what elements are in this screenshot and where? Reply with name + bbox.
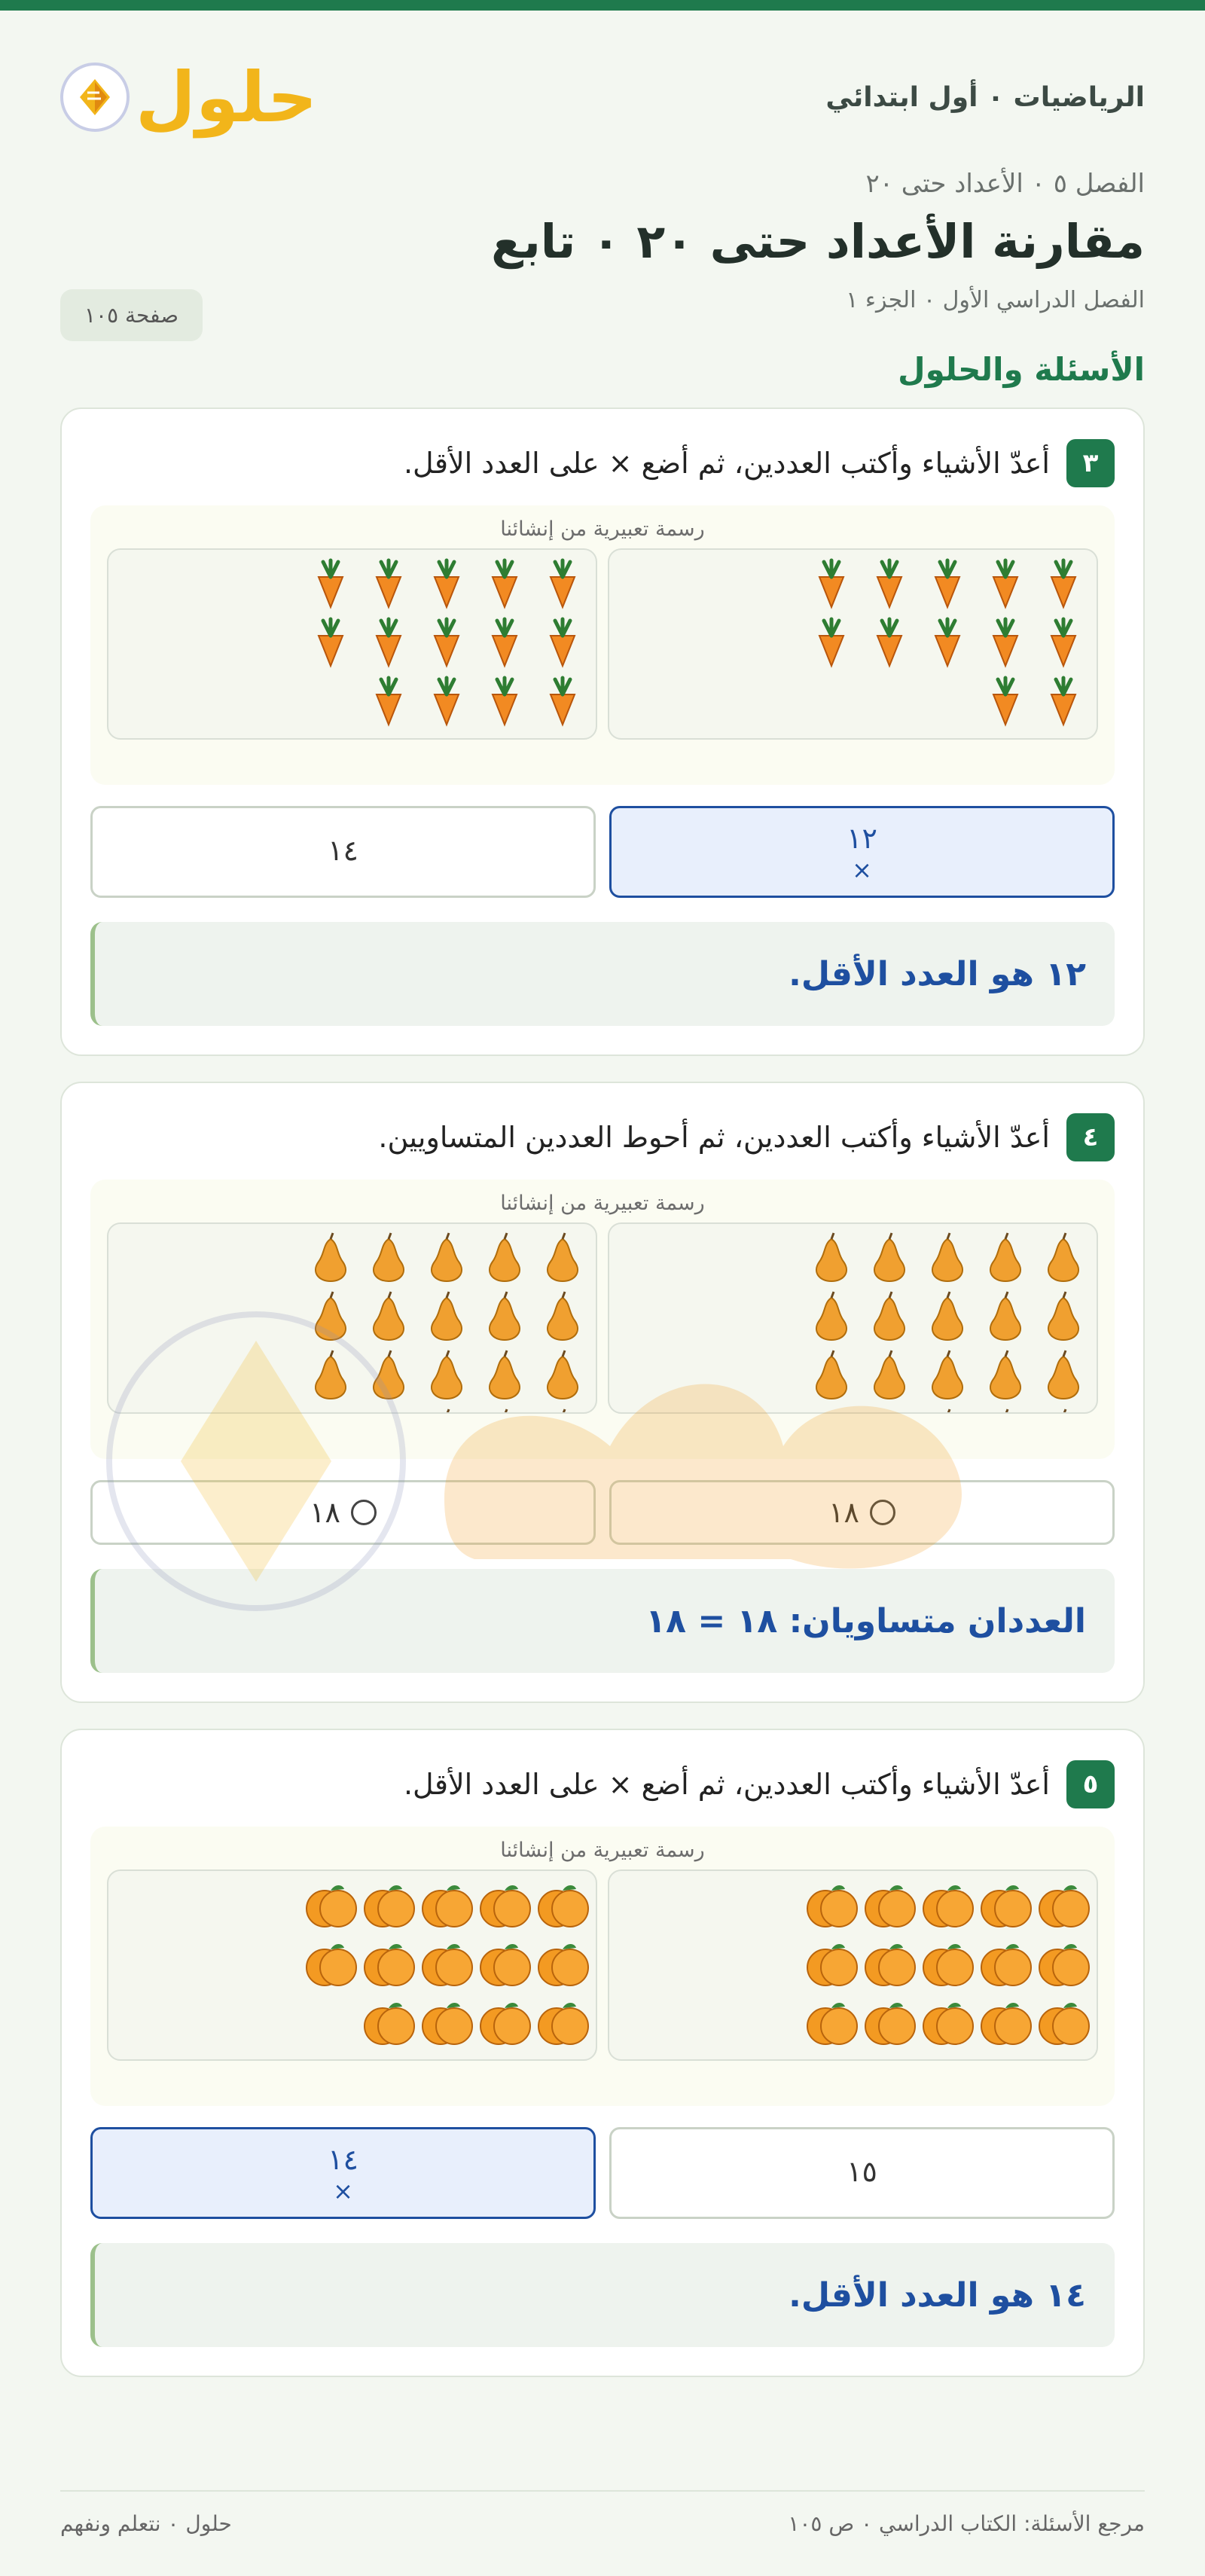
pear-icon: [432, 1233, 462, 1281]
carrot-icon: [435, 560, 459, 607]
pear-icon: [548, 1351, 578, 1399]
orange-icon: [807, 2003, 857, 2044]
pear-icon: [990, 1292, 1020, 1340]
orange-icon: [307, 1885, 356, 1927]
orange-icon: [480, 1885, 530, 1927]
orange-icon: [307, 1944, 356, 1985]
orange-icon: [538, 1944, 588, 1985]
carrot-icon: [935, 560, 959, 607]
cross-mark: ×: [852, 856, 872, 884]
pear-icon: [490, 1292, 520, 1340]
answer-value: ١٤: [328, 2143, 358, 2176]
carrot-icon: [551, 560, 575, 607]
pear-icon: [990, 1233, 1020, 1281]
pear-icon: [432, 1292, 462, 1340]
pear-icon: [874, 1233, 905, 1281]
orange-icon: [365, 1944, 414, 1985]
pear-icon: [548, 1233, 578, 1281]
pear-icon: [548, 1292, 578, 1340]
cross-mark: ×: [333, 2177, 353, 2205]
pear-icon: [374, 1292, 404, 1340]
pear-icon: [1048, 1233, 1078, 1281]
orange-icon: [365, 1885, 414, 1927]
answer-box[interactable]: [90, 2127, 596, 2219]
question-card: [60, 407, 1145, 1056]
object-group: [608, 1222, 1098, 1414]
answer-box[interactable]: [609, 1480, 1115, 1545]
carrot-icon: [493, 560, 517, 607]
page-header: [0, 11, 1205, 184]
pear-icon: [374, 1351, 404, 1399]
footer-brand: حلول ٠ نتعلم ونفهم: [60, 2511, 232, 2536]
pear-icon: [490, 1351, 520, 1399]
answer-box[interactable]: [609, 806, 1115, 898]
orange-icon: [981, 1885, 1031, 1927]
pear-icon: [490, 1233, 520, 1281]
question-text: أعدّ الأشياء وأكتب العددين، ثم أضع × على العدد الأقل.: [403, 447, 1050, 480]
answer-box[interactable]: [90, 1480, 596, 1545]
answer-value: ١٢: [847, 822, 877, 855]
carrot-icon: [319, 560, 343, 607]
carrot-icon: [935, 619, 959, 666]
chapter-label: الفصل ٥ ٠ الأعداد حتى ٢٠: [865, 169, 1145, 199]
carrot-icon: [377, 560, 401, 607]
carrot-icon: [877, 619, 901, 666]
question-card: [60, 1729, 1145, 2377]
orange-icon: [1039, 1944, 1089, 1985]
object-group: [107, 1222, 597, 1414]
pear-icon: [932, 1233, 962, 1281]
pear-icon: [932, 1409, 962, 1412]
orange-icon: [480, 2003, 530, 2044]
pear-icon: [990, 1351, 1020, 1399]
pear-icon: [932, 1292, 962, 1340]
question-number-badge: ٤: [1066, 1113, 1115, 1161]
pear-icon: [374, 1233, 404, 1281]
answer-value: ١٨: [828, 1496, 859, 1529]
orange-icon: [807, 1944, 857, 1985]
question-text: أعدّ الأشياء وأكتب العددين، ثم أضع × على العدد الأقل.: [403, 1768, 1050, 1801]
questions-list: [0, 407, 1205, 2377]
pear-icon: [816, 1233, 847, 1281]
pear-icon: [1048, 1292, 1078, 1340]
orange-icon: [423, 1885, 472, 1927]
answer-value: ١٤: [328, 834, 358, 867]
pear-icon: [816, 1351, 847, 1399]
pear-icon: [316, 1233, 346, 1281]
carrot-icon: [993, 560, 1017, 607]
subject-label: الرياضيات ٠ أول ابتدائي: [825, 81, 1145, 113]
pear-icon: [874, 1351, 905, 1399]
pear-icon: [874, 1292, 905, 1340]
pear-icon: [932, 1351, 962, 1399]
orange-icon: [923, 1944, 973, 1985]
question-text: أعدّ الأشياء وأكتب العددين، ثم أحوط العددين المتساويين.: [378, 1121, 1050, 1154]
answer-box[interactable]: [609, 2127, 1115, 2219]
term-label: الفصل الدراسي الأول ٠ الجزء ١: [846, 287, 1145, 313]
orange-icon: [1039, 2003, 1089, 2044]
pear-icon: [990, 1409, 1020, 1412]
page-number-badge: صفحة ١٠٥: [60, 289, 203, 341]
solution-box: العددان متساويان: ١٨ = ١٨: [90, 1569, 1115, 1673]
title-block: [0, 169, 1205, 328]
carrot-icon: [493, 619, 517, 666]
orange-icon: [423, 2003, 472, 2044]
illustration-caption: رسمة تعبيرية من إنشائنا: [500, 1192, 705, 1215]
object-group: [107, 1869, 597, 2061]
illustration-caption: رسمة تعبيرية من إنشائنا: [500, 1839, 705, 1862]
carrot-icon: [377, 619, 401, 666]
orange-icon: [1039, 1885, 1089, 1927]
orange-icon: [423, 1944, 472, 1985]
orange-icon: [538, 1885, 588, 1927]
carrot-icon: [1051, 560, 1075, 607]
orange-icon: [865, 1885, 915, 1927]
circle-option-icon[interactable]: [351, 1500, 377, 1525]
section-heading: الأسئلة والحلول: [898, 351, 1145, 388]
orange-icon: [365, 2003, 414, 2044]
pear-icon: [316, 1351, 346, 1399]
carrot-icon: [551, 678, 575, 725]
orange-icon: [807, 1885, 857, 1927]
illustration-caption: رسمة تعبيرية من إنشائنا: [500, 517, 705, 541]
orange-icon: [981, 2003, 1031, 2044]
carrot-icon: [435, 678, 459, 725]
carrot-icon: [435, 619, 459, 666]
illustration: [90, 1180, 1115, 1459]
orange-icon: [865, 1944, 915, 1985]
pear-icon: [316, 1292, 346, 1340]
object-group: [107, 548, 597, 740]
answer-box[interactable]: [90, 806, 596, 898]
brand-logo[interactable]: [60, 57, 317, 138]
solution-box: ١٤ هو العدد الأقل.: [90, 2243, 1115, 2347]
carrot-icon: [993, 678, 1017, 725]
question-number-badge: ٥: [1066, 1760, 1115, 1808]
pear-icon: [548, 1409, 578, 1412]
question-number-badge: ٣: [1066, 439, 1115, 487]
illustration: [90, 505, 1115, 785]
pear-icon: [1048, 1409, 1078, 1412]
pear-icon: [816, 1292, 847, 1340]
orange-icon: [538, 2003, 588, 2044]
orange-icon: [923, 1885, 973, 1927]
illustration: [90, 1827, 1115, 2106]
pear-icon: [490, 1409, 520, 1412]
carrot-icon: [1051, 619, 1075, 666]
pear-icon: [432, 1409, 462, 1412]
answer-value: ١٨: [310, 1496, 340, 1529]
solution-box: ١٢ هو العدد الأقل.: [90, 922, 1115, 1026]
carrot-icon: [993, 619, 1017, 666]
page-title: مقارنة الأعداد حتى ٢٠ ٠ تابع: [491, 214, 1145, 269]
carrot-icon: [877, 560, 901, 607]
carrot-icon: [1051, 678, 1075, 725]
footer-reference: مرجع الأسئلة: الكتاب الدراسي ٠ ص ١٠٥: [788, 2511, 1145, 2536]
object-group: [608, 548, 1098, 740]
carrot-icon: [377, 678, 401, 725]
logo-wordmark: حلول: [136, 56, 318, 138]
orange-icon: [923, 2003, 973, 2044]
carrot-icon: [493, 678, 517, 725]
carrot-icon: [551, 619, 575, 666]
answer-value: ١٥: [847, 2155, 877, 2188]
orange-icon: [981, 1944, 1031, 1985]
carrot-icon: [819, 619, 844, 666]
book-logo-icon: [60, 63, 130, 132]
top-accent-bar: [0, 0, 1205, 11]
carrot-icon: [819, 560, 844, 607]
object-group: [608, 1869, 1098, 2061]
page-footer: [60, 2490, 1145, 2536]
circle-option-icon[interactable]: [870, 1500, 895, 1525]
question-card: [60, 1082, 1145, 1703]
orange-icon: [865, 2003, 915, 2044]
pear-icon: [1048, 1351, 1078, 1399]
pear-icon: [432, 1351, 462, 1399]
carrot-icon: [319, 619, 343, 666]
orange-icon: [480, 1944, 530, 1985]
